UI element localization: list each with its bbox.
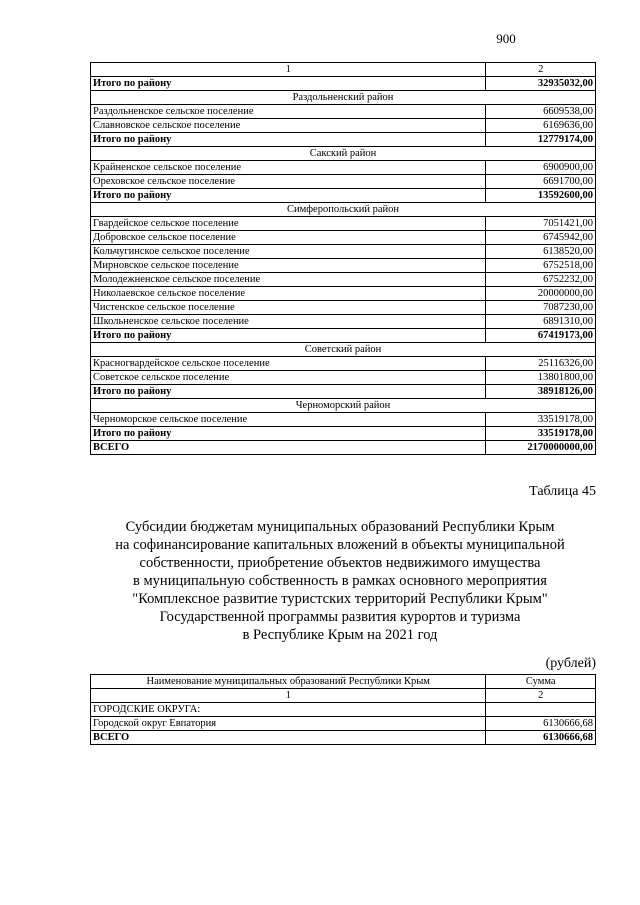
- row-amount: 6130666,68: [486, 717, 596, 731]
- table-header-row: [91, 63, 596, 77]
- row-amount: 25116326,00: [486, 357, 596, 371]
- table-column-titles: [91, 675, 596, 689]
- page-number: 900: [496, 31, 516, 46]
- title-line: собственности, приобретение объектов недвижимого имущества: [139, 555, 541, 571]
- row-amount: 6691700,00: [486, 175, 596, 189]
- row-name: Итого по району: [91, 329, 486, 343]
- row-amount: 20000000,00: [486, 287, 596, 301]
- row-amount: 6130666,68: [486, 731, 596, 745]
- row-amount: 38918126,00: [486, 385, 596, 399]
- row-name: Советское сельское поселение: [91, 371, 486, 385]
- row-amount: 6169636,00: [486, 119, 596, 133]
- section-row: [91, 91, 596, 105]
- row-name: Итого по району: [91, 77, 486, 91]
- row-name: Школьненское сельское поселение: [91, 315, 486, 329]
- table-label: Таблица 45: [529, 484, 596, 499]
- table-body: [91, 675, 596, 745]
- section-row: [91, 147, 596, 161]
- row-amount: 13801800,00: [486, 371, 596, 385]
- row-name: Городской округ Евпатория: [91, 717, 486, 731]
- total-row: [91, 731, 596, 745]
- column-number-1: 1: [91, 689, 486, 703]
- title-line: Государственной программы развития курортов и туризма: [159, 609, 521, 625]
- row-name: Красногвардейское сельское поселение: [91, 357, 486, 371]
- row-name: Кольчугинское сельское поселение: [91, 245, 486, 259]
- table-row: [91, 231, 596, 245]
- title-line: "Комплексное развитие туристских территорий Республики Крым": [132, 591, 548, 607]
- subsidy-table-continued: [90, 62, 596, 455]
- units-label: (рублей): [545, 656, 596, 671]
- section-name: Сакский район: [91, 147, 596, 161]
- section-name: Симферопольский район: [91, 203, 596, 217]
- table-body: [91, 63, 596, 455]
- column-title-name: Наименование муниципальных образований Республики Крым: [91, 675, 486, 689]
- row-amount: 33519178,00: [486, 413, 596, 427]
- table-row: [91, 259, 596, 273]
- table-row: [91, 287, 596, 301]
- row-name: Итого по району: [91, 189, 486, 203]
- row-name: Гвардейское сельское поселение: [91, 217, 486, 231]
- table-row: [91, 703, 596, 717]
- table-row: [91, 357, 596, 371]
- total-row: [91, 427, 596, 441]
- title-line: в муниципальную собственность в рамках основного мероприятия: [133, 573, 547, 589]
- row-name: Крайненское сельское поселение: [91, 161, 486, 175]
- section-name: Раздольненский район: [91, 91, 596, 105]
- table-row: [91, 175, 596, 189]
- table-row: [91, 105, 596, 119]
- subsidy-table-45: [90, 674, 596, 745]
- row-amount: 6745942,00: [486, 231, 596, 245]
- row-name: ВСЕГО: [91, 731, 486, 745]
- table-row: [91, 161, 596, 175]
- row-amount: 6900900,00: [486, 161, 596, 175]
- table-row: [91, 273, 596, 287]
- row-amount: 7087230,00: [486, 301, 596, 315]
- section-row: [91, 203, 596, 217]
- row-name: Чистенское сельское поселение: [91, 301, 486, 315]
- column-number-2: 2: [486, 63, 596, 77]
- column-title-sum: Сумма: [486, 675, 596, 689]
- row-amount: 6609538,00: [486, 105, 596, 119]
- row-amount: 12779174,00: [486, 133, 596, 147]
- section-row: [91, 343, 596, 357]
- row-amount: 33519178,00: [486, 427, 596, 441]
- table-row: [91, 119, 596, 133]
- table-header-row: [91, 689, 596, 703]
- row-amount: 67419173,00: [486, 329, 596, 343]
- column-number-2: 2: [486, 689, 596, 703]
- row-name: Славновское сельское поселение: [91, 119, 486, 133]
- total-row: [91, 441, 596, 455]
- table-row: [91, 301, 596, 315]
- row-name: Мирновское сельское поселение: [91, 259, 486, 273]
- row-name: Итого по району: [91, 133, 486, 147]
- row-name: Ореховское сельское поселение: [91, 175, 486, 189]
- table-row: [91, 217, 596, 231]
- table-row: [91, 717, 596, 731]
- section-name: Советский район: [91, 343, 596, 357]
- row-amount: 2170000000,00: [486, 441, 596, 455]
- row-name: Николаевское сельское поселение: [91, 287, 486, 301]
- row-name: Черноморское сельское поселение: [91, 413, 486, 427]
- row-amount: [486, 703, 596, 717]
- table-row: [91, 315, 596, 329]
- title-line: Субсидии бюджетам муниципальных образований Республики Крым: [125, 519, 555, 535]
- section-row: [91, 399, 596, 413]
- row-name: Молодежненское сельское поселение: [91, 273, 486, 287]
- total-row: [91, 133, 596, 147]
- column-number-1: 1: [91, 63, 486, 77]
- total-row: [91, 77, 596, 91]
- row-amount: 7051421,00: [486, 217, 596, 231]
- total-row: [91, 329, 596, 343]
- total-row: [91, 385, 596, 399]
- table-row: [91, 245, 596, 259]
- row-amount: 6752232,00: [486, 273, 596, 287]
- title-line: в Республике Крым на 2021 год: [242, 627, 438, 643]
- table-title: [80, 518, 600, 644]
- row-name: ВСЕГО: [91, 441, 486, 455]
- row-name: Итого по району: [91, 427, 486, 441]
- title-line: на софинансирование капитальных вложений в объекты муниципальной: [115, 537, 565, 553]
- row-name: Раздольненское сельское поселение: [91, 105, 486, 119]
- total-row: [91, 189, 596, 203]
- table-row: [91, 371, 596, 385]
- row-name: ГОРОДСКИЕ ОКРУГА:: [91, 703, 486, 717]
- section-name: Черноморский район: [91, 399, 596, 413]
- row-amount: 6891310,00: [486, 315, 596, 329]
- row-amount: 32935032,00: [486, 77, 596, 91]
- row-amount: 13592600,00: [486, 189, 596, 203]
- row-amount: 6752518,00: [486, 259, 596, 273]
- table-row: [91, 413, 596, 427]
- row-amount: 6138520,00: [486, 245, 596, 259]
- row-name: Добровское сельское поселение: [91, 231, 486, 245]
- row-name: Итого по району: [91, 385, 486, 399]
